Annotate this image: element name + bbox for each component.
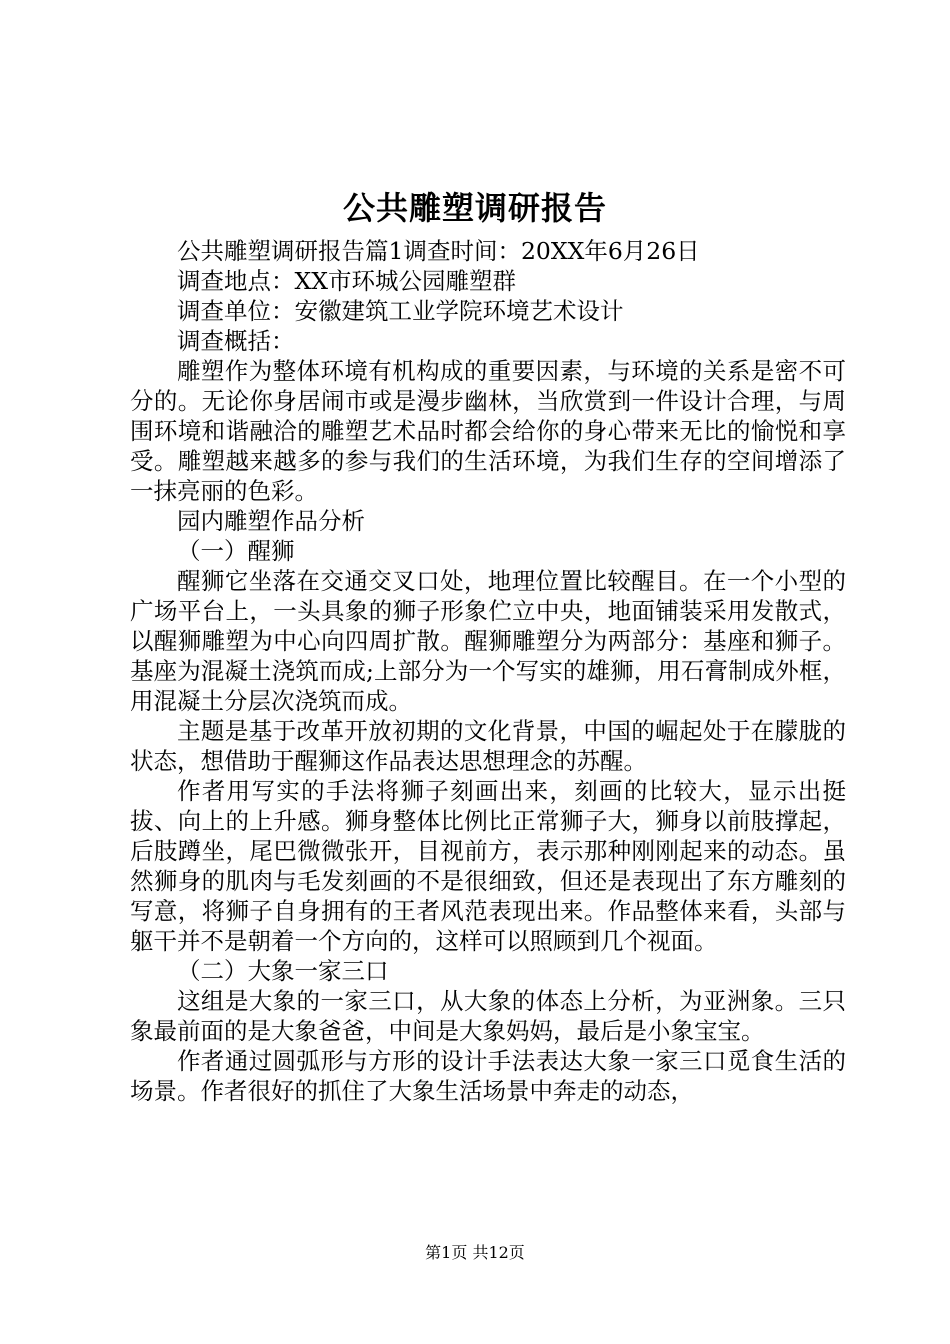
paragraph: 作者通过圆弧形与方形的设计手法表达大象一家三口觅食生活的场景。作者很好的抓住了大象生活场景中奔走的动态，: [130, 1047, 846, 1105]
paragraph: 公共雕塑调研报告篇1调查时间：20XX年6月26日: [177, 237, 700, 265]
paragraph: 作者用写实的手法将狮子刻画出来，刻画的比较大，显示出挺拔、向上的上升感。狮身整体比例比正常狮子大，狮身以前肢撑起，后肢蹲坐，尾巴微微张开，目视前方，表示那种刚刚起来的动态。虽然狮身的肌肉与毛发刻画的不是很细致，但还是表现出了东方雕刻的写意，将狮子自身拥有的王者风范表现出来。作品整体来看，头部与躯干并不是朝着一个方向的，这样可以照顾到几个视面。: [130, 777, 846, 955]
paragraph: 主题是基于改革开放初期的文化背景，中国的崛起处于在朦胧的状态，想借助于醒狮这作品表达思想理念的苏醒。: [130, 717, 846, 775]
document-body: [130, 236, 846, 1106]
paragraph: 调查地点：XX市环城公园雕塑群: [177, 267, 516, 295]
paragraph: 醒狮它坐落在交通交叉口处，地理位置比较醒目。在一个小型的广场平台上，一头具象的狮子形象伫立中央，地面铺装采用发散式，以醒狮雕塑为中心向四周扩散。醒狮雕塑分为两部分：基座和狮子。基座为混凝土浇筑而成;上部分为一个写实的雄狮，用石膏制成外框，用混凝土分层次浇筑而成。: [130, 567, 846, 715]
document-title: 公共雕塑调研报告: [342, 189, 607, 227]
paragraph: 雕塑作为整体环境有机构成的重要因素，与环境的关系是密不可分的。无论你身居闹市或是漫步幽林，当欣赏到一件设计合理，与周围环境和谐融洽的雕塑艺术品时都会给你的身心带来无比的愉悦和享受。雕塑越来越多的参与我们的生活环境，为我们生存的空间增添了一抹亮丽的色彩。: [130, 357, 846, 505]
section-heading: 园内雕塑作品分析: [177, 507, 365, 535]
paragraph: 调查概括：: [177, 327, 295, 355]
paragraph: 调查单位：安徽建筑工业学院环境艺术设计: [177, 297, 624, 325]
subsection-heading: （一）醒狮: [177, 537, 295, 565]
page-footer: 第1页 共12页: [425, 1243, 525, 1262]
subsection-heading: （二）大象一家三口: [177, 957, 389, 985]
paragraph: 这组是大象的一家三口，从大象的体态上分析，为亚洲象。三只象最前面的是大象爸爸，中间是大象妈妈，最后是小象宝宝。: [130, 987, 846, 1045]
